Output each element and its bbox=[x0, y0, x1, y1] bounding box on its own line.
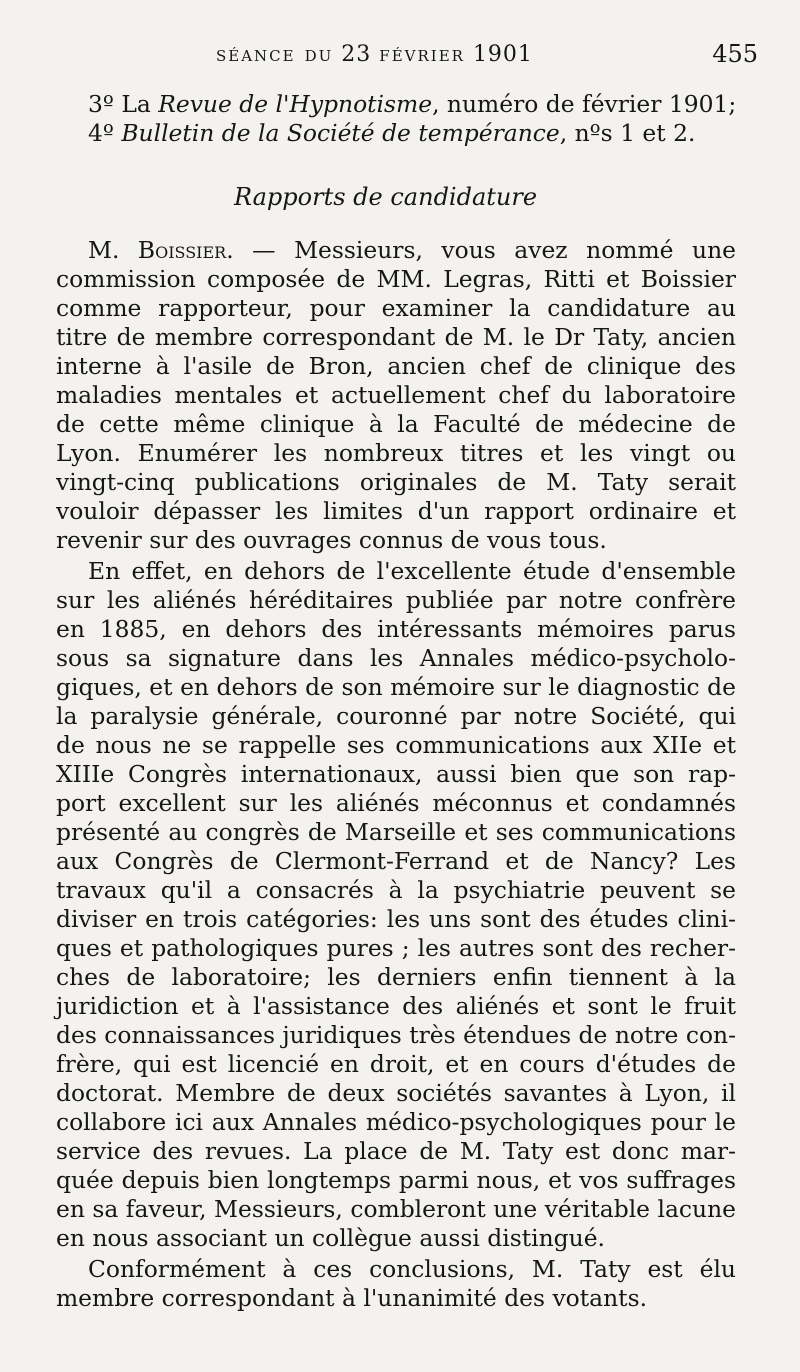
text-line: vouloir dépasser les limites d'un rapport ordinaire et bbox=[56, 497, 736, 525]
text-line: juridiction et à l'assistance des aliénés et sont le fruit bbox=[56, 992, 736, 1020]
item-title: Revue de l'Hypnotisme bbox=[158, 90, 433, 118]
text-line: quée depuis bien longtemps parmi nous, et vos suffrages bbox=[56, 1166, 736, 1194]
item-text: La bbox=[113, 90, 159, 118]
item-4 bbox=[88, 119, 736, 148]
text-line: Conformément à ces conclusions, M. Taty est élu bbox=[88, 1255, 736, 1283]
text-line bbox=[88, 236, 736, 265]
text-line: travaux qu'il a consacrés à la psychiatrie peuvent se bbox=[56, 876, 736, 904]
text-line: commission composée de MM. Legras, Ritti et Boissier bbox=[56, 265, 736, 293]
text-line: ques et pathologiques pures ; les autres sont des recher- bbox=[56, 934, 736, 962]
text-line: doctorat. Membre de deux sociétés savantes à Lyon, il bbox=[56, 1079, 736, 1107]
text-line: giques, et en dehors de son mémoire sur le diagnostic de bbox=[56, 673, 736, 701]
text-line: port excellent sur les aliénés méconnus et condamnés bbox=[56, 789, 736, 817]
item-text: , nºs 1 et 2. bbox=[559, 119, 696, 147]
text-line: revenir sur des ouvrages connus de vous tous. bbox=[56, 526, 607, 554]
text-line: Lyon. Enumérer les nombreux titres et les vingt ou bbox=[56, 439, 736, 467]
header-year: 1901 bbox=[472, 42, 533, 67]
running-header bbox=[216, 42, 566, 67]
text-line: interne à l'asile de Bron, ancien chef de clinique des bbox=[56, 352, 736, 380]
text-line: aux Congrès de Clermont-Ferrand et de Nancy? Les bbox=[56, 847, 736, 875]
section-heading: Rapports de candidature bbox=[234, 183, 538, 211]
text-line: frère, qui est licencié en droit, et en cours d'études de bbox=[56, 1050, 736, 1078]
item-3 bbox=[88, 90, 736, 119]
text-line: comme rapporteur, pour examiner la candidature au bbox=[56, 294, 736, 322]
text-line: titre de membre correspondant de M. le Dr Taty, ancien bbox=[56, 323, 736, 351]
item-number: 3º bbox=[88, 90, 114, 118]
text-line: présenté au congrès de Marseille et ses communications bbox=[56, 818, 736, 846]
text-line: maladies mentales et actuellement chef du laboratoire bbox=[56, 381, 736, 409]
text-line: sur les aliénés héréditaires publiée par notre confrère bbox=[56, 586, 736, 614]
text-line: XIIIe Congrès internationaux, aussi bien que son rap- bbox=[56, 760, 736, 788]
speaker-name: M. Boissier. bbox=[88, 236, 234, 264]
text-line: membre correspondant à l'unanimité des votants. bbox=[56, 1284, 648, 1312]
text-line: ches de laboratoire; les derniers enfin tiennent à la bbox=[56, 963, 736, 991]
text-line: diviser en trois catégories: les uns sont des études clini- bbox=[56, 905, 736, 933]
header-prefix: séance du bbox=[216, 42, 334, 67]
header-day: 23 bbox=[341, 42, 372, 67]
text-line: la paralysie générale, couronné par notre Société, qui bbox=[56, 702, 736, 730]
text-line: service des revues. La place de M. Taty est donc mar- bbox=[56, 1137, 736, 1165]
text-line: collabore ici aux Annales médico-psychologiques pour le bbox=[56, 1108, 736, 1136]
text-line: En effet, en dehors de l'excellente étude d'ensemble bbox=[88, 557, 736, 585]
text-line: en nous associant un collègue aussi distingué. bbox=[56, 1224, 605, 1252]
item-number: 4º bbox=[88, 119, 114, 147]
text-line: en sa faveur, Messieurs, combleront une véritable lacune bbox=[56, 1195, 736, 1223]
item-text: , numéro de février 1901; bbox=[432, 90, 737, 118]
text-line: de nous ne se rappelle ses communications aux XIIe et bbox=[56, 731, 736, 759]
text-line: sous sa signature dans les Annales médico-psycholo- bbox=[56, 644, 736, 672]
text-line: de cette même clinique à la Faculté de médecine de bbox=[56, 410, 736, 438]
text-line: en 1885, en dehors des intéressants mémoires parus bbox=[56, 615, 736, 643]
text-line: des connaissances juridiques très étendues de notre con- bbox=[56, 1021, 736, 1049]
header-month: février bbox=[379, 42, 465, 67]
item-title: Bulletin de la Société de tempérance bbox=[121, 119, 560, 147]
page-number: 455 bbox=[712, 40, 758, 68]
text-line: vingt-cinq publications originales de M. Taty serait bbox=[56, 468, 736, 496]
line-text: — Messieurs, vous avez nommé une bbox=[233, 236, 736, 264]
